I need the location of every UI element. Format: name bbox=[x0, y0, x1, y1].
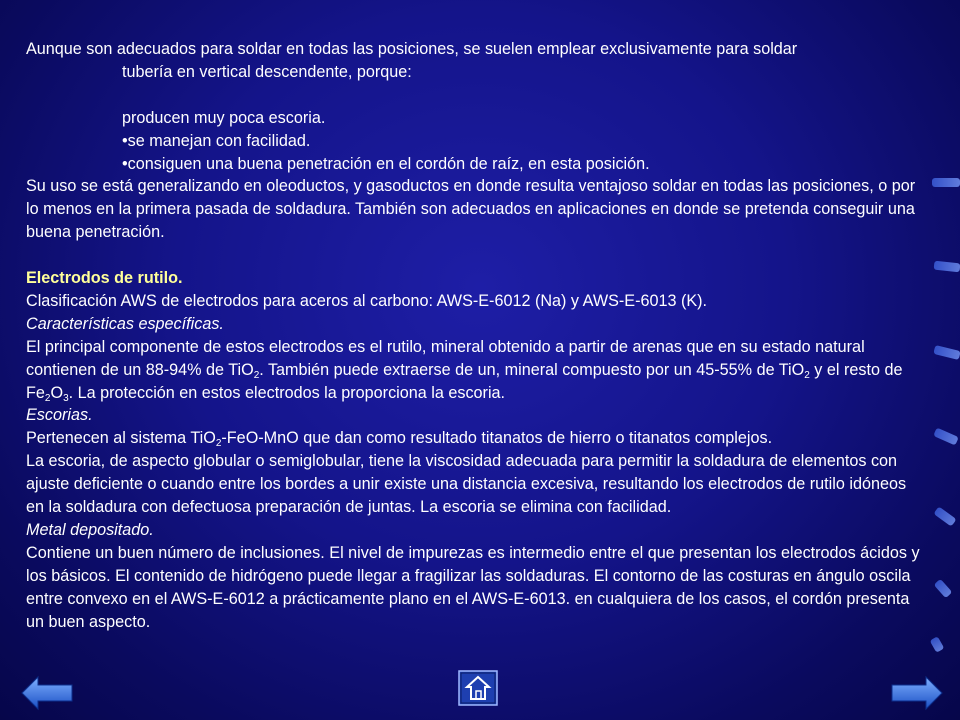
next-page-button[interactable] bbox=[890, 673, 944, 713]
decor-stripe bbox=[933, 428, 959, 446]
prev-page-button[interactable] bbox=[20, 673, 74, 713]
decor-stripe bbox=[932, 178, 960, 187]
home-icon bbox=[458, 670, 498, 706]
decor-stripe bbox=[934, 261, 960, 273]
intro-paragraph: Su uso se está generalizando en oleoductos, y gasoductos en donde resulta ventajoso soldar en todas las posiciones, o por lo menos en la primera pasada de soldadura. También son adecuados en aplicaciones en donde se pretenda conseguir una buena penetración. bbox=[26, 177, 916, 242]
decor-stripe bbox=[933, 506, 956, 526]
document-body bbox=[26, 38, 926, 634]
list-item: producen muy poca escoria. bbox=[122, 108, 326, 127]
decor-stripe bbox=[933, 345, 960, 360]
intro-line: Aunque son adecuados para soldar en todas las posiciones, se suelen emplear exclusivamente para soldar bbox=[26, 40, 798, 58]
bullet-icon: • bbox=[122, 131, 128, 150]
section-heading: Electrodos de rutilo. bbox=[26, 269, 183, 288]
arrow-right-icon bbox=[890, 673, 944, 713]
caracteristicas-text: El principal componente de estos electrodos es el rutilo, mineral obtenido a partir de arenas que en su estado natural contienen de un 88-94% de TiO$_2$. También puede extraerse de un, mineral compuesto por un 45-55% de TiO$_2$ y el resto de $Fe_2O_3$. La protección en estos electrodos la proporciona la escoria. bbox=[26, 337, 903, 404]
classification-text: Clasificación AWS de electrodos para aceros al carbono: AWS-E-6012 (Na) y AWS-E-6013 (K). bbox=[26, 291, 708, 310]
escorias-text: La escoria, de aspecto globular o semiglobular, tiene la viscosidad adecuada para permitir la soldadura de elementos con ajuste deficiente o cuando entre los bordes a unir existe una distancia excesiva, resultando los electrodos de rutilo idóneos en la soldadura con defectuosa preparación de juntas. La escoria se elimina con facilidad. bbox=[26, 452, 907, 517]
subsection-title: Escorias. bbox=[26, 406, 93, 425]
home-button[interactable] bbox=[458, 670, 498, 706]
intro-line-continued: tubería en vertical descendente, porque: bbox=[122, 62, 412, 81]
decor-stripe bbox=[934, 579, 953, 598]
subsection-title: Características específicas. bbox=[26, 314, 224, 333]
arrow-left-icon bbox=[20, 673, 74, 713]
subsection-title: Metal depositado. bbox=[26, 521, 154, 539]
bullet-icon: • bbox=[122, 154, 128, 173]
list-item: •se manejan con facilidad. bbox=[122, 131, 311, 150]
metal-text: Contiene un buen número de inclusiones. El nivel de impurezas es intermedio entre el que presentan los electrodos ácidos y los básicos. El contenido de hidrógeno puede llegar a fragilizar las soldaduras. El contorno de las costuras en ángulo oscila entre convexo en el AWS-E-6012 a prácticamente plano en el AWS-E-6013. en cualquiera de los casos, el cordón presenta un buen aspecto. bbox=[26, 543, 920, 631]
decor-stripe bbox=[930, 636, 945, 653]
list-item: •consiguen una buena penetración en el cordón de raíz, en esta posición. bbox=[122, 154, 650, 173]
escorias-system-text: Pertenecen al sistema TiO$_2$-FeO-MnO que dan como resultado titanatos de hierro o titanatos complejos. bbox=[26, 429, 773, 450]
